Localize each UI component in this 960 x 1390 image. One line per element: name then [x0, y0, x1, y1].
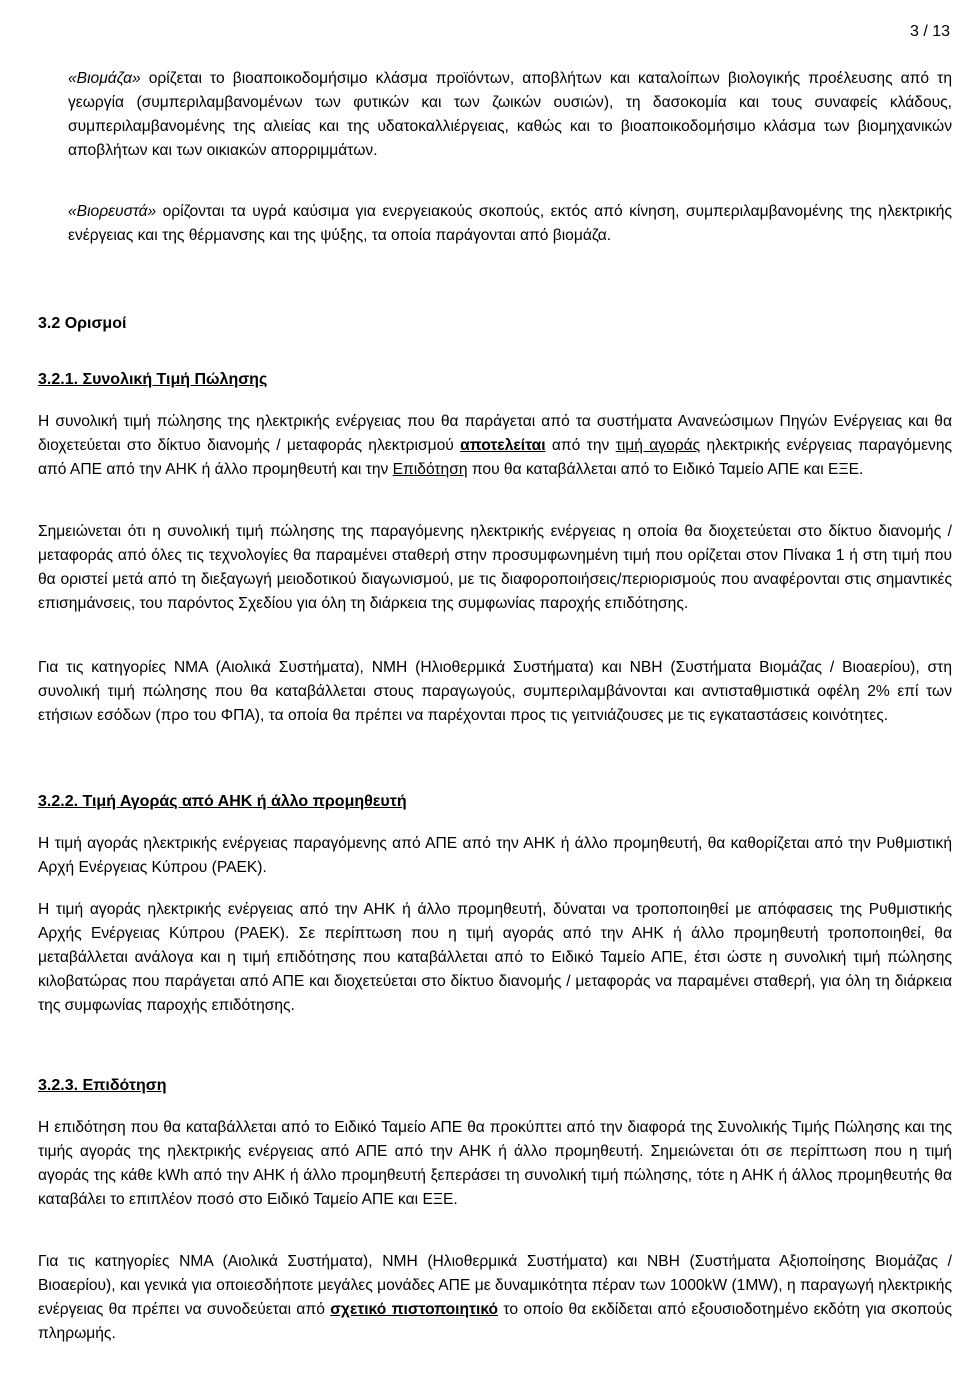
page-number: 3 / 13	[909, 23, 950, 40]
paragraph-text: Η επιδότηση που θα καταβάλλεται από το Ειδικό Ταμείο ΑΠΕ θα προκύπτει από την διαφορά της Συνολικής Τιμής Πώλησης και της τιμής αγοράς της ηλεκτρικής ενέργειας από ΑΠΕ από την ΑΗΚ ή άλλο προμηθευτή. Σημειώνεται ότι σε περίπτωση που η τιμή αγοράς της κάθε kWh από την ΑΗΚ ή άλλο προμηθευτή ξεπεράσει τη συνολική τιμή πώλησης, τότε η ΑΗΚ ή άλλος προμηθευτής θα καταβάλει το επιπλέον ποσό στο Ειδικό Ταμείο ΑΠΕ και ΕΞΕ.	[38, 1119, 952, 1208]
term-bioliquids: «Βιορευστά»	[68, 203, 157, 220]
text-run: το οποίο θα εκδίδεται από εξουσιοδοτημένο εκδότη για σκοπούς πληρωμής.	[38, 1301, 952, 1342]
definition-text: ορίζεται το βιοαποικοδομήσιμο κλάσμα προϊόντων, αποβλήτων και καταλοίπων βιολογικής προέλευσης από τη γεωργία (συμπεριλαμβανομένων των φυτικών και των ζωικών ουσιών), τη δασοκομία και τους συναφείς κλάδους, συμπεριλαμβανομένης της αλιείας και της υδατοκαλλιέργειας, καθώς και το βιοαποικοδομήσιμο κλάσμα των βιομηχανικών αποβλήτων και των οικιακών απορριμμάτων.	[68, 70, 952, 159]
paragraph-text: Η τιμή αγοράς ηλεκτρικής ενέργειας παραγόμενης από ΑΠΕ από την ΑΗΚ ή άλλο προμηθευτή, θα καθορίζεται από την Ρυθμιστική Αρχή Ενέργειας Κύπρου (ΡΑΕΚ).	[38, 835, 952, 876]
subsection-heading-3-2-2: 3.2.2. Τιμή Αγοράς από ΑΗΚ ή άλλο προμηθευτή	[38, 793, 407, 810]
text-run: ηλεκτρικής ενέργειας παραγόμενης από ΑΠΕ από την ΑΗΚ ή άλλο προμηθευτή και την	[38, 437, 953, 478]
underlined-text: Επιδότηση	[392, 461, 468, 478]
emphasis-text: σχετικό πιστοποιητικό	[330, 1301, 499, 1318]
paragraph-text: Η τιμή αγοράς ηλεκτρικής ενέργειας από την ΑΗΚ ή άλλο προμηθευτή, δύναται να τροποποιηθεί με απόφασεις της Ρυθμιστικής Αρχής Ενέργειας Κύπρου (ΡΑΕΚ). Σε περίπτωση που η τιμή αγοράς από την ΑΗΚ ή άλλο προμηθευτή τροποποιηθεί, θα μεταβάλλεται ανάλογα και η τιμή επιδότησης που καταβάλλεται από το Ειδικό Ταμείο ΑΠΕ, έτσι ώστε η συνολική τιμή πώλησης κιλοβατώρας που παράγεται από ΑΠΕ και διοχετεύεται στο δίκτυο διανομής / μεταφοράς να παραμένει σταθερή, για όλη τη διάρκεια της συμφωνίας παροχής επιδότησης.	[38, 901, 952, 1014]
text-run: Για τις κατηγορίες ΝΜΑ (Αιολικά Συστήματα), ΝΜΗ (Ηλιοθερμικά Συστήματα) και ΝΒΗ (Συστήματα Αξιοποίησης Βιομάζας / Βιοαερίου), και γενικά για οποιεσδήποτε μεγάλες μονάδες ΑΠΕ με δυναμικότητα πέραν των 1000kW (1MW), η παραγωγή ηλεκτρικής ενέργειας θα πρέπει να συνοδεύεται από	[38, 1253, 952, 1318]
definition-bioliquids	[68, 200, 952, 248]
definition-paragraph	[68, 200, 952, 248]
definition-paragraph	[68, 67, 952, 163]
paragraph-purchase-price	[38, 832, 952, 880]
definition-text: ορίζονται τα υγρά καύσιμα για ενεργειακούς σκοπούς, εκτός από κίνηση, συμπεριλαμβανομένης της ηλεκτρικής ενέργειας και της θέρμανσης και της ψύξης, τα οποία παράγονται από βιομάζα.	[68, 203, 952, 244]
text-run: που θα καταβάλλεται από το Ειδικό Ταμείο ΑΠΕ και ΕΞΕ.	[467, 461, 864, 478]
paragraph-total-sale-price	[38, 410, 952, 482]
paragraph-text: Για τις κατηγορίες ΝΜΑ (Αιολικά Συστήματα), ΝΜΗ (Ηλιοθερμικά Συστήματα) και ΝΒΗ (Συστήματα Βιομάζας / Βιοαερίου), στη συνολική τιμή πώλησης που θα καταβάλλεται στους παραγωγούς, συμπεριλαμβάνονται και αντισταθμιστικά οφέλη 2% επί των ετήσιων εσόδων (προ του ΦΠΑ), τα οποία θα πρέπει να παρέχονται προς τις γειτνιάζουσες με τις εγκαταστάσεις κοινότητες.	[38, 659, 952, 724]
subsection-heading-3-2-3: 3.2.3. Επιδότηση	[38, 1077, 167, 1094]
section-heading: 3.2 Ορισμοί	[38, 315, 127, 332]
term-biomass: «Βιομάζα»	[68, 70, 141, 87]
paragraph-fixed-price	[38, 520, 952, 616]
paragraph-compensation-benefits	[38, 656, 952, 728]
paragraph-certificate	[38, 1250, 952, 1346]
paragraph-text: Σημειώνεται ότι η συνολική τιμή πώλησης της παραγόμενης ηλεκτρικής ενέργειας η οποία θα διοχετεύεται στο δίκτυο διανομής / μεταφοράς από όλες τις τεχνολογίες θα παραμένει σταθερή στην προσυμφωνημένη τιμή που ορίζεται στον Πίνακα 1 ή στη τιμή που θα οριστεί μετά από τη διεξαγωγή μειοδοτικού διαγωνισμού, με τις διαφοροποιήσεις/περιορισμούς που αναφέρονται στις σημαντικές επισημάνσεις, του παρόντος Σχεδίου για όλη τη διάρκεια της συμφωνίας παροχής επιδότησης.	[38, 523, 952, 612]
underlined-text: τιμή αγοράς	[615, 437, 701, 454]
subsection-heading-3-2-1: 3.2.1. Συνολική Τιμή Πώλησης	[38, 371, 268, 388]
paragraph-subsidy	[38, 1116, 952, 1212]
paragraph-price-modification	[38, 898, 952, 1018]
text-run: Η συνολική τιμή πώλησης της ηλεκτρικής ενέργειας που θα παράγεται από τα συστήματα Ανανεώσιμων Πηγών Ενέργειας και θα διοχετεύεται στο δίκτυο διανομής / μεταφοράς ηλεκτρισμού	[38, 413, 952, 454]
text-run: από την	[545, 437, 616, 454]
definition-biomass	[68, 67, 952, 163]
emphasis-text: αποτελείται	[460, 437, 546, 454]
